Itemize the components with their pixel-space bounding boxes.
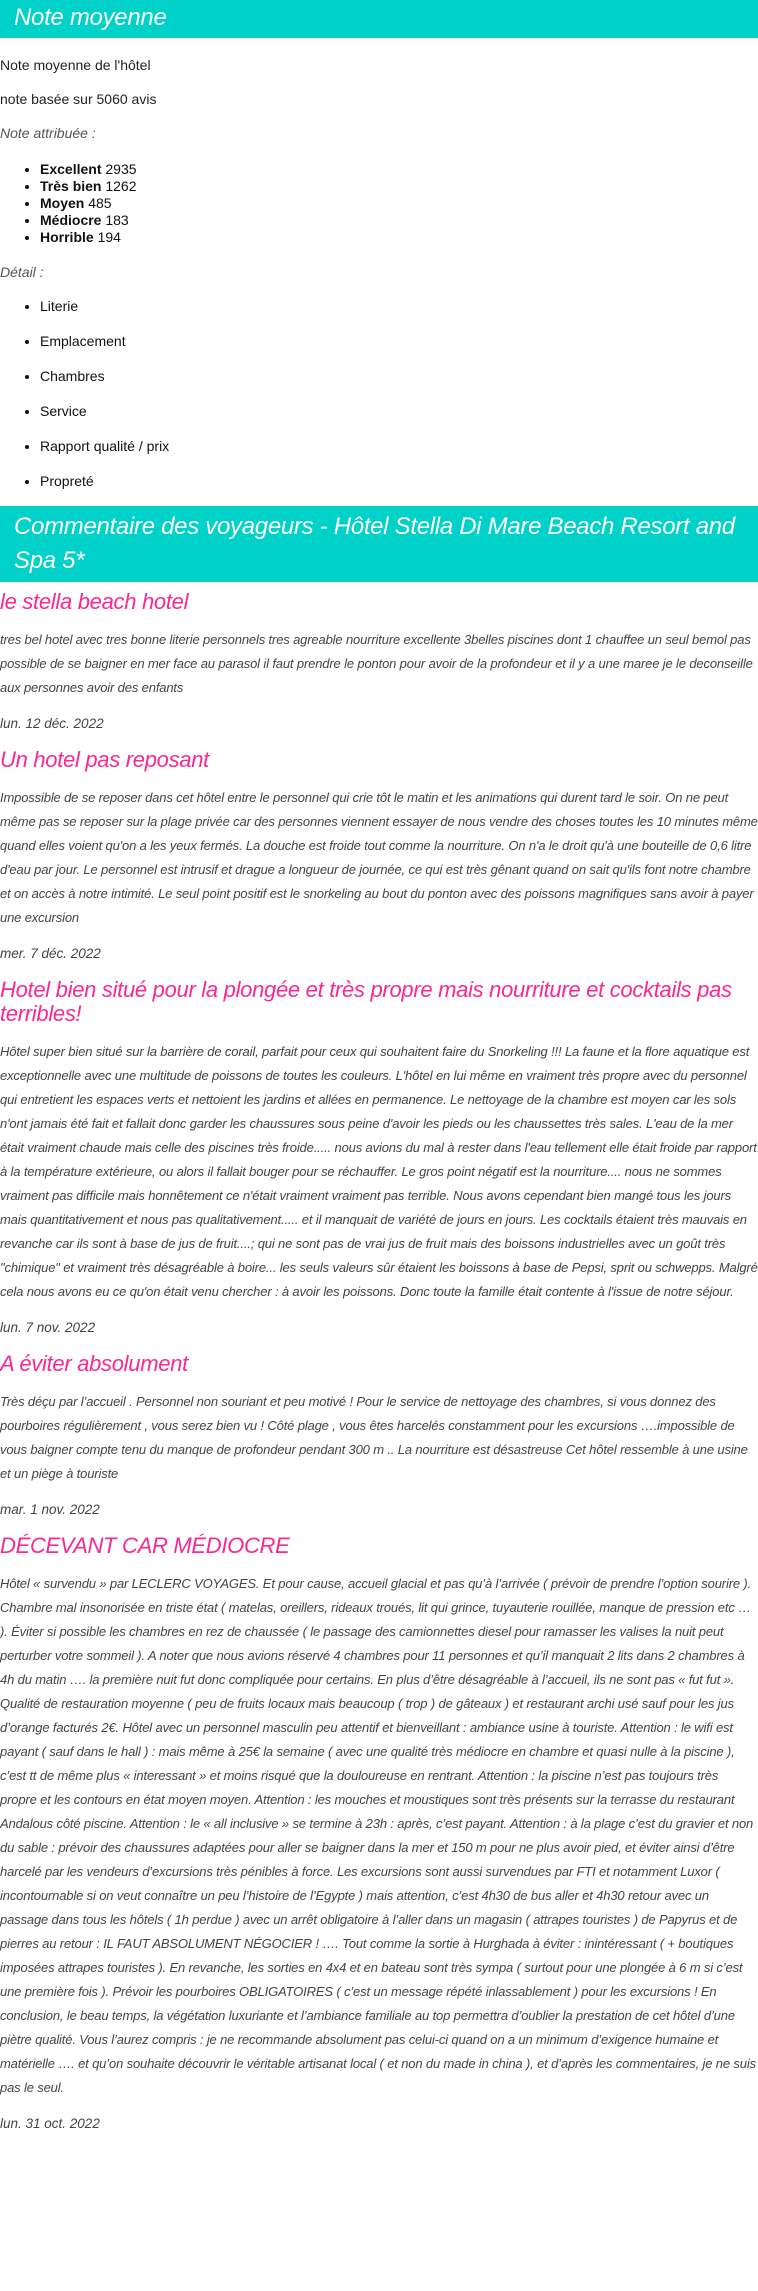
- rating-item-tres-bien: [40, 178, 758, 195]
- review-item: [0, 1352, 758, 1520]
- rating-count: 2935: [105, 161, 137, 177]
- hotel-average-label: Note moyenne de l'hôtel: [0, 57, 151, 73]
- review-item: [0, 1534, 758, 2134]
- review-item: [0, 590, 758, 734]
- detail-item-proprete: • Propreté: [40, 471, 758, 491]
- review-date: mer. 7 déc. 2022: [0, 946, 101, 961]
- review-date: lun. 12 déc. 2022: [0, 716, 104, 731]
- review-date: lun. 31 oct. 2022: [0, 2116, 100, 2131]
- review-date: mar. 1 nov. 2022: [0, 1502, 100, 1517]
- rating-count: 194: [97, 229, 121, 245]
- detail-item-rapport-qualite-prix: • Rapport qualité / prix: [40, 436, 758, 456]
- attributed-rating-label: Note attribuée :: [0, 125, 96, 141]
- rating-item-horrible: [40, 229, 758, 246]
- review-date: lun. 7 nov. 2022: [0, 1320, 96, 1335]
- rating-label: Horrible: [40, 229, 94, 245]
- review-body: Hôtel super bien situé sur la barrière de corail, parfait pour ceux qui souhaitent faire du Snorkeling !!! La faune et la flore aquatique est exceptionnelle avec une multitude de poissons de toutes les couleurs. L'hôtel en lui même en vraiment très propre avec du personnel qui entretient les espaces verts et nettoient les jardins et allées en permanence. Le nettoyage de la chambre est moyen car les sols n'ont jamais été fait et fallait donc garder les chaussures sous peine d'avoir les pieds ou les chaussettes très sales. L'eau de la mer était vraiment chaude mais celle des piscines très froide..... nous avions du mal à rester dans l'eau tellement elle était froide par rapport à la température extérieure, ou alors il fallait bouger pour se réchauffer. Le gros point négatif est la nourriture.... nous ne sommes vraiment pas difficile mais honnêtement ce n'était vraiment vraiment pas terrible. Nous avons cependant bien mangé tous les jours mais quantitativement et nous pas qualitativement..... et il manquait de variété de jours en jours. Les cocktails étaient très mauvais en revanche car ils sont à base de jus de fruit....; qui ne sont pas de vrai jus de fruit mais des boissons industrielles avec un goût très "chimique" et vraiment très désagréable à boire... les seuls valeurs sûr étaient les boissons à base de Pepsi, sprit ou schwepps. Malgré cela nous avons eu ce qu'on était venu chercher : à avoir les poissons. Donc toute la famille était contente à l'issue de notre séjour.: [0, 1044, 758, 1299]
- rating-label: Très bien: [40, 178, 102, 194]
- review-title: Un hotel pas reposant: [0, 747, 209, 772]
- rating-label: Médiocre: [40, 212, 102, 228]
- review-title: Hotel bien situé pour la plongée et très propre mais nourriture et cocktails pas terribles!: [0, 977, 732, 1026]
- rating-item-moyen: [40, 195, 758, 212]
- review-item: [0, 978, 758, 1338]
- review-body: tres bel hotel avec tres bonne literie personnels tres agreable nourriture excellente 3belles piscines dont 1 chauffee un seul bemol pas possible de se baigner en mer face au parasol il faut prendre le ponton pour avoir de la profondeur et il y a une maree je le deconseille aux personnes avoir des enfants: [0, 632, 753, 695]
- rating-breakdown-list: [0, 161, 758, 246]
- rating-item-mediocre: [40, 212, 758, 229]
- review-body: Impossible de se reposer dans cet hôtel entre le personnel qui crie tôt le matin et les animations qui durent tard le soir. On ne peut même pas se reposer sur la plage privée car des personnes viennent essayer de nous vendre des choses toutes les 10 minutes même quand elles voient qu'on a les yeux fermés. La douche est froide tout comme la nourriture. On n'a le droit qu'à une bouteille de 0,6 litre d'eau par jour. Le personnel est intrusif et drague a longueur de journée, ce qui est très gênant quand on sait qu'ils font notre chambre et on accès à notre intimité. Le seul point positif est le snorkeling au bout du ponton avec des poissons magnifiques sans avoir à payer une excursion: [0, 790, 758, 925]
- rating-label: Excellent: [40, 161, 102, 177]
- rating-count: 1262: [105, 178, 137, 194]
- review-title: DÉCEVANT CAR MÉDIOCRE: [0, 1533, 290, 1558]
- reviews-list: [0, 590, 758, 2134]
- review-title: A éviter absolument: [0, 1351, 188, 1376]
- rating-item-excellent: [40, 161, 758, 178]
- review-count-text: note basée sur 5060 avis: [0, 91, 157, 107]
- review-item: [0, 748, 758, 964]
- rating-count: 485: [88, 195, 112, 211]
- rating-summary: [0, 38, 758, 491]
- rating-label: Moyen: [40, 195, 85, 211]
- rating-count: 183: [105, 212, 129, 228]
- detail-criteria-list: [0, 296, 758, 491]
- detail-label: Détail :: [0, 264, 44, 280]
- detail-item-chambres: • Chambres: [40, 366, 758, 386]
- detail-item-emplacement: • Emplacement: [40, 331, 758, 351]
- review-body: Hôtel « survendu » par LECLERC VOYAGES. Et pour cause, accueil glacial et pas qu’à l’arrivée ( prévoir de prendre l’option sourire ). Chambre mal insonorisée en triste état ( matelas, oreillers, rideaux troués, lit qui grince, tuyauterie rouillée, manque de pression etc … ). Éviter si possible les chambres en rez de chaussée ( le passage des camionnettes diesel pour ramasser les valises la nuit peut perturber votre sommeil ). A noter que nous avions réservé 4 chambres pour 11 personnes et qu’il manquait 2 lits dans 2 chambres à 4h du matin …. la première nuit fut donc compliquée pour certains. En plus d’être désagréable à l’accueil, ils ne sont pas « fut fut ». Qualité de restauration moyenne ( peu de fruits locaux mais beaucoup ( trop ) de gâteaux ) et restaurant archi usé sauf pour les jus d’orange facturés 2€. Hôtel avec un personnel masculin peu attentif et bienveillant : ambiance usine à touriste. Attention : le wifi est payant ( sauf dans le hall ) : mais même à 25€ la semaine ( avec une qualité très médiocre en chambre et quasi nulle à la piscine ), c’est tt de même plus « interessant » et moins risqué que la douloureuse en rentrant. Attention : la piscine n’est pas toujours très propre et les contours en état moyen moyen. Attention : les mouches et moustiques sont très présents sur la terrasse du restaurant Andalous côté piscine. Attention : le « all inclusive » se termine à 23h : après, c’est payant. Attention : à la plage c’est du gravier et non du sable : prévoir des chaussures adaptées pour aller se baigner dans la mer et 150 m pour ne plus avoir pied, et éviter ainsi d’être harcelé par les vendeurs d’excursions très pénibles à force. Les excursions sont aussi survendues par FTI et notamment Luxor ( incontournable si on veut connaître un peu l’histoire de l’Egypte ) mais attention, c’est 4h30 de bus aller et 4h30 retour avec un passage dans tous les hôtels ( 1h perdue ) avec un arrêt obligatoire à l’aller dans un magasin ( attrapes touristes ) de Papyrus et de pierres au retour : IL FAUT ABSOLUMENT NÉGOCIER ! …. Tout comme la sortie à Hurghada à éviter : inintéressant ( + boutiques imposées attrapes touristes ). En revanche, les sorties en 4x4 et en bateau sont très sympa ( surtout pour une plongée à 6 m si c’est une première fois ). Prévoir les pourboires OBLIGATOIRES ( c’est un message répété inlassablement ) pour les excursions ! En conclusion, le beau temps, la végétation luxuriante et l’ambiance familiale au top permettra d’oublier la prestation de cet hôtel d’une piètre qualité. Vous l’aurez compris : je ne recommande absolument pas celui-ci quand on a un minimum d’exigence humaine et matérielle …. et qu’on souhaite découvrir le véritable artisanat local ( et non du made in china ), et d’après les commentaires, je ne suis pas le seul.: [0, 1576, 756, 2095]
- detail-item-literie: • Literie: [40, 296, 758, 316]
- review-title: le stella beach hotel: [0, 589, 189, 614]
- rating-section-header: Note moyenne: [0, 0, 758, 38]
- review-body: Très déçu par l’accueil . Personnel non souriant et peu motivé ! Pour le service de nettoyage des chambres, si vous donnez des pourboires régulièrement , vous serez bien vu ! Côté plage , vous êtes harcelés constamment pour les excursions ….impossible de vous baigner compte tenu du manque de profondeur pendant 300 m .. La nourriture est désastreuse Cet hôtel ressemble à une usine et un piège à touriste: [0, 1394, 748, 1481]
- reviews-section-header: Commentaire des voyageurs - Hôtel Stella Di Mare Beach Resort and Spa 5*: [0, 506, 758, 582]
- detail-item-service: • Service: [40, 401, 758, 421]
